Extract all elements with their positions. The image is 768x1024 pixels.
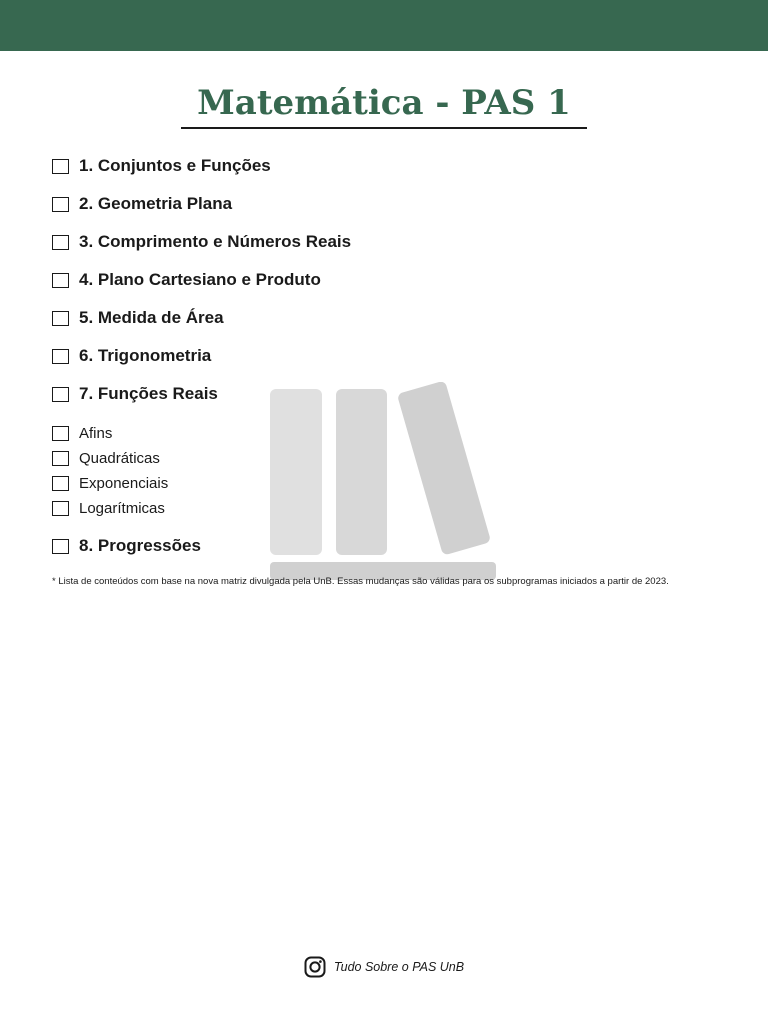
topic-label: 8. Progressões [79, 536, 201, 555]
checkbox[interactable] [52, 476, 69, 491]
checkbox[interactable] [52, 539, 69, 554]
checkbox[interactable] [52, 197, 69, 212]
checkbox[interactable] [52, 159, 69, 174]
subtopic-label: Quadráticas [79, 449, 160, 467]
footer [0, 956, 768, 978]
topic-label: 4. Plano Cartesiano e Produto [79, 270, 321, 289]
topic-label: 3. Comprimento e Números Reais [79, 232, 352, 251]
subtopic-item[interactable] [52, 498, 165, 518]
topic-item[interactable] [52, 346, 211, 366]
topic-label: 1. Conjuntos e Funções [79, 156, 271, 175]
checkbox[interactable] [52, 311, 69, 326]
checkbox[interactable] [52, 235, 69, 250]
topic-label: 7. Funções Reais [79, 384, 218, 403]
topic-label: 6. Trigonometria [79, 346, 212, 365]
checkbox[interactable] [52, 501, 69, 516]
checkbox[interactable] [52, 426, 69, 441]
header-bar [0, 0, 768, 51]
title-underline [181, 127, 587, 129]
instagram-icon[interactable] [304, 956, 326, 978]
topic-label: 5. Medida de Área [79, 308, 224, 327]
page-title: Matemática - PAS 1 [197, 83, 571, 123]
topic-item[interactable] [52, 270, 321, 290]
topic-item[interactable] [52, 232, 351, 252]
checkbox[interactable] [52, 451, 69, 466]
subtopic-label: Logarítmicas [79, 499, 165, 517]
topic-item[interactable] [52, 156, 271, 176]
checkbox[interactable] [52, 349, 69, 364]
checkbox[interactable] [52, 387, 69, 402]
subtopic-label: Afins [79, 424, 113, 442]
subtopic-item[interactable] [52, 473, 168, 493]
footer-label: Tudo Sobre o PAS UnB [333, 960, 465, 974]
topic-label: 2. Geometria Plana [79, 194, 233, 213]
books-icon [268, 382, 500, 582]
topic-item[interactable] [52, 536, 201, 556]
topic-item[interactable] [52, 308, 224, 328]
topic-item[interactable] [52, 384, 218, 404]
subtopic-label: Exponenciais [79, 474, 169, 492]
footnote: * Lista de conteúdos com base na nova matriz divulgada pela UnB. Essas mudanças são válidas para os subprogramas iniciados a partir de 2023. [52, 576, 669, 587]
subtopic-item[interactable] [52, 423, 112, 443]
topic-item[interactable] [52, 194, 232, 214]
subtopic-item[interactable] [52, 448, 160, 468]
checkbox[interactable] [52, 273, 69, 288]
